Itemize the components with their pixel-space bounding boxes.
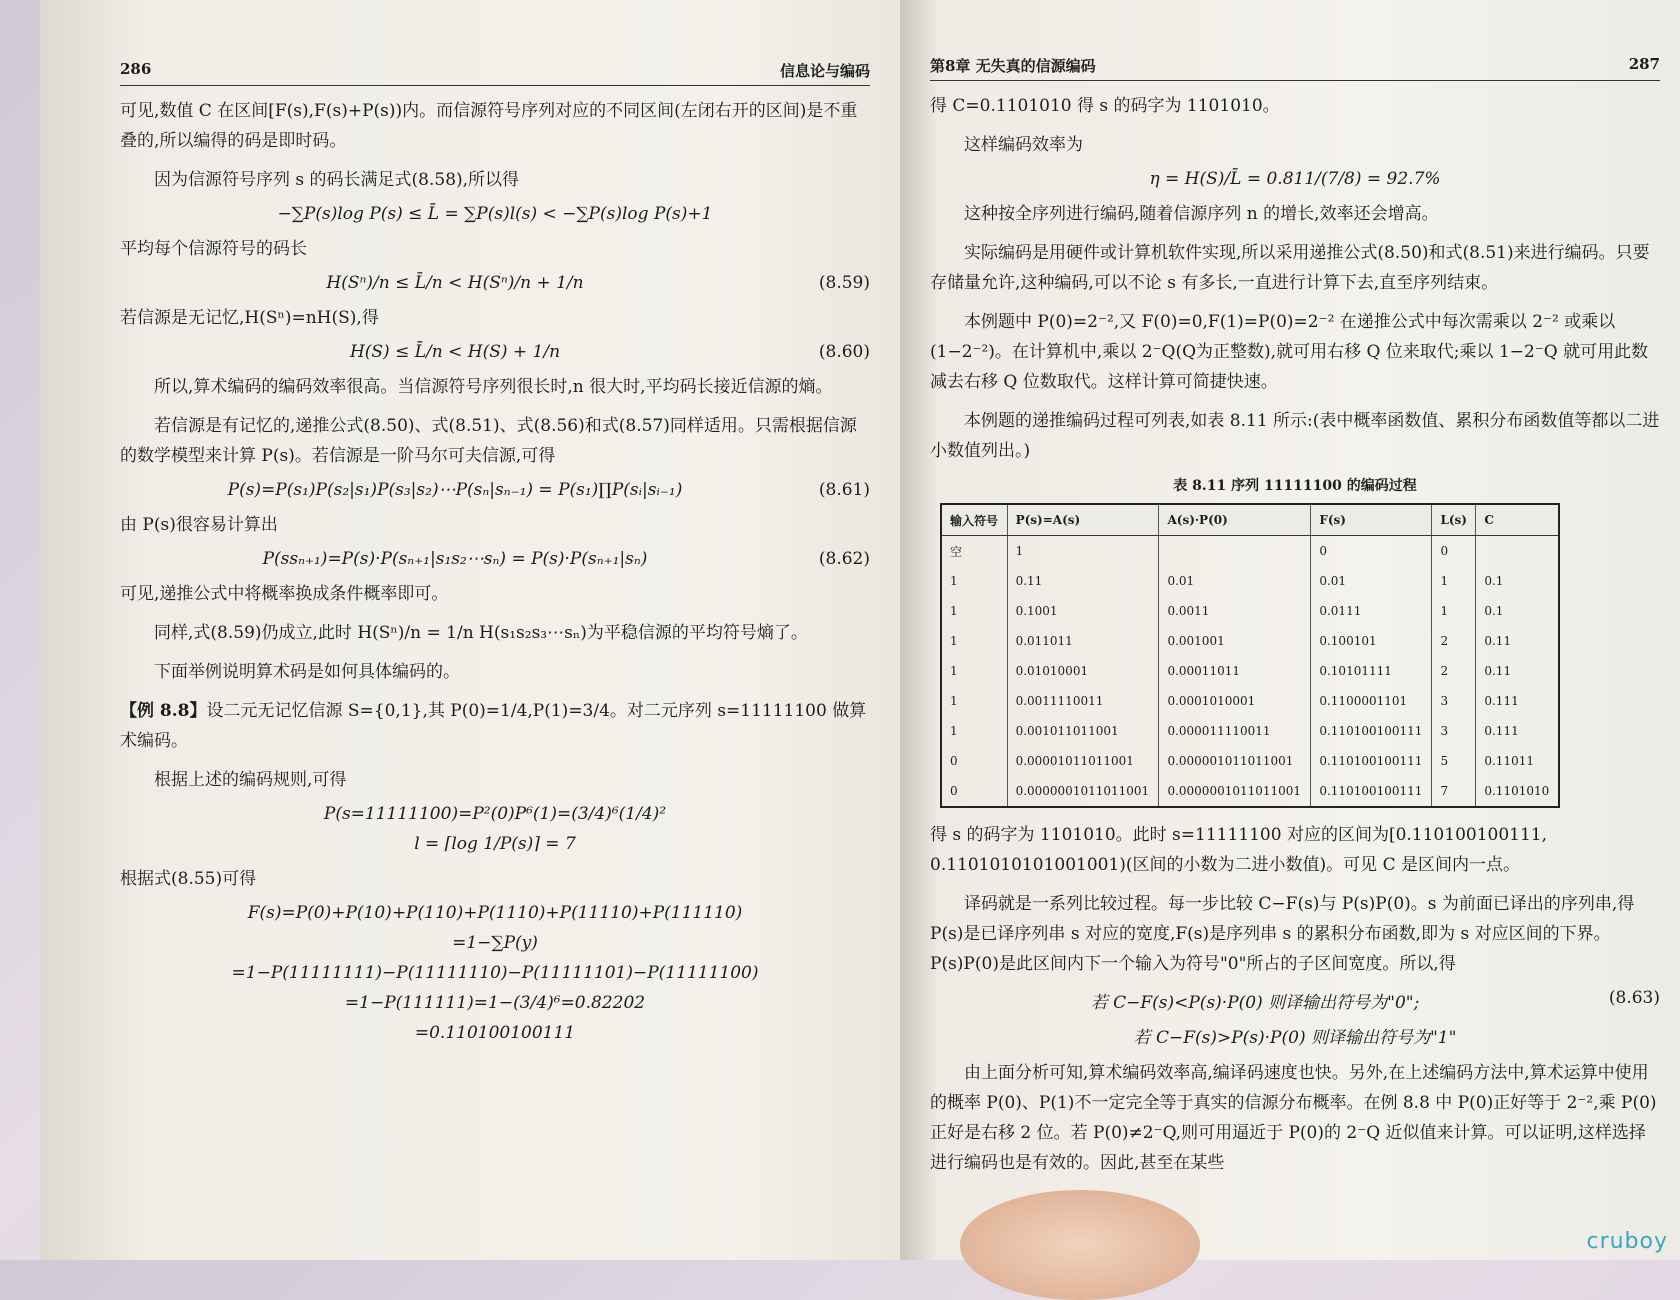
table-cell: 0.1001 [1007,596,1159,626]
table-cell: 1 [941,686,1007,716]
table-cell: 1 [1432,566,1476,596]
paragraph: 下面举例说明算术码是如何具体编码的。 [154,662,460,682]
left-page-header [120,60,870,86]
equation-number: (8.62) [818,549,870,569]
table-cell: 0.0000001011011001 [1007,776,1159,807]
equation-text: P(s)=P(s₁)P(s₂|s₁)P(s₃|s₂)⋯P(sₙ|sₙ₋₁) = P(s₁)∏P(sᵢ|sᵢ₋₁) [227,480,683,500]
paragraph: 若信源是有记忆的,递推公式(8.50)、式(8.51)、式(8.56)和式(8.57)同样适用。只需根据信源的数学模型来计算 P(s)。若信源是一阶马尔可夫信源,可得 [120,416,857,466]
example-paragraph [120,696,870,756]
table-cell: 0.11 [1476,626,1559,656]
watermark: cruboy [1586,1229,1668,1254]
table-cell: 1 [941,656,1007,686]
table-header: L(s) [1432,504,1476,536]
paragraph: 本例题的递推编码过程可列表,如表 8.11 所示:(表中概率函数值、累积分布函数值等都以二进小数值列出。) [930,411,1660,461]
paragraph: 得 C=0.1101010 得 s 的码字为 1101010。 [930,96,1280,116]
table-cell: 0.01 [1311,566,1432,596]
table-cell: 1 [1432,596,1476,626]
table-header: A(s)·P(0) [1159,504,1311,536]
equation-text: l = ⌈log 1/P(s)⌉ = 7 [414,834,576,854]
table-cell: 0.111 [1476,686,1559,716]
equation-text: =1−P(111111)=1−(3/4)⁶=0.82202 [344,993,646,1013]
paragraph: 由上面分析可知,算术编码效率高,编译码速度也快。另外,在上述编码方法中,算术运算中使用的概率 P(0)、P(1)不一定完全等于真实的信源分布概率。在例 8.8 中 P(0)正好等于 2⁻²,乘 P(0)正好是右移 2 位。若 P(0)≠2⁻Q,则可用逼近于 P(0)的 2⁻Q 近似值来计算。可以证明,这样选择进行编码也是有效的。因此,甚至在某些 [930,1063,1657,1173]
paragraph: 所以,算术编码的编码效率很高。当信源符号序列很长时,n 很大时,平均码长接近信源的熵。 [154,377,833,397]
table-row [941,656,1559,686]
paragraph: 根据上述的编码规则,可得 [154,770,347,790]
paragraph: 这种按全序列进行编码,随着信源序列 n 的增长,效率还会增高。 [964,204,1439,224]
table-header-row [941,504,1559,536]
example-label: 【例 8.8】 [120,701,207,721]
equation [930,988,1660,1013]
table-cell: 0.01010001 [1007,656,1159,686]
table-row [941,596,1559,626]
table-cell: 0.0011110011 [1007,686,1159,716]
chapter-head: 第8章 无失真的信源编码 [930,57,1096,75]
table-cell: 3 [1432,716,1476,746]
table-cell: 0.1 [1476,566,1559,596]
table-cell: 0.1101010 [1476,776,1559,807]
paragraph: 实际编码是用硬件或计算机软件实现,所以采用递推公式(8.50)和式(8.51)来进行编码。只要存储量允许,这种编码,可以不论 s 有多长,一直进行计算下去,直至序列结束。 [930,243,1650,293]
paragraph: 可见,递推公式中将概率换成条件概率即可。 [120,584,449,604]
equation [120,204,870,224]
table-cell: 1 [941,596,1007,626]
equation-text: =1−∑P(y) [452,933,538,953]
table-cell: 0 [941,746,1007,776]
table-cell [1476,536,1559,567]
right-page [900,0,1680,1260]
equation [120,480,870,500]
paragraph: 这样编码效率为 [964,135,1083,155]
paragraph: 因为信源符号序列 s 的码长满足式(8.58),所以得 [154,170,520,190]
equation-text: F(s)=P(0)+P(10)+P(110)+P(1110)+P(11110)+P(111110) [247,903,743,923]
table-cell: 0.11 [1007,566,1159,596]
table-cell: 0 [941,776,1007,807]
table-cell: 5 [1432,746,1476,776]
table-cell: 0.1 [1476,596,1559,626]
equation [120,342,870,362]
equation-text: η = H(S)/L̄ = 0.811/(7/8) = 92.7% [1149,169,1441,189]
table-cell: 0.111 [1476,716,1559,746]
table-row [941,536,1559,567]
paragraph: 同样,式(8.59)仍成立,此时 H(Sⁿ)/n = 1/n H(s₁s₂s₃⋯sₙ)为平稳信源的平均符号熵了。 [154,623,808,643]
equation-text: H(Sⁿ)/n ≤ L̄/n < H(Sⁿ)/n + 1/n [326,273,584,293]
table-cell: 0.001011011001 [1007,716,1159,746]
table-cell: 0.1100001101 [1311,686,1432,716]
table-header: C [1476,504,1559,536]
paragraph: 根据式(8.55)可得 [120,869,257,889]
table-cell: 1 [941,626,1007,656]
equation-text: 若 C−F(s)>P(s)·P(0) 则译输出符号为"1" [1133,1028,1457,1048]
table-header: 输入符号 [941,504,1007,536]
equation-number: (8.59) [818,273,870,293]
table-cell: 0.0001010001 [1159,686,1311,716]
table-cell: 1 [1007,536,1159,567]
table-cell: 0.110100100111 [1311,716,1432,746]
table-cell: 0.0000001011011001 [1159,776,1311,807]
equation [930,1023,1660,1048]
table-cell: 0.000001011011001 [1159,746,1311,776]
right-page-header [930,55,1660,81]
equation-text: H(S) ≤ L̄/n < H(S) + 1/n [349,342,561,362]
table-cell: 0.01 [1159,566,1311,596]
paragraph: 得 s 的码字为 1101010。此时 s=11111100 对应的区间为[0.110100100111, 0.1101010101001001)(区间的小数为二进小数值)。可见 C 是区间内一点。 [930,825,1547,875]
table-cell: 2 [1432,656,1476,686]
paragraph: 本例题中 P(0)=2⁻²,又 F(0)=0,F(1)=P(0)=2⁻² 在递推公式中每次需乘以 2⁻² 或乘以(1−2⁻²)。在计算机中,乘以 2⁻Q(Q为正整数),就可用右移 Q 位来取代;乘以 1−2⁻Q 就可用此数减去右移 Q 位数取代。这样计算可简捷快速。 [930,312,1649,392]
table-row [941,566,1559,596]
table-cell: 0.0011 [1159,596,1311,626]
equation-text: P(s=11111100)=P²(0)P⁶(1)=(3/4)⁶(1/4)² [323,804,667,824]
table-cell: 0.001001 [1159,626,1311,656]
table-cell: 0 [1432,536,1476,567]
table-cell: 0.00011011 [1159,656,1311,686]
table-cell: 3 [1432,686,1476,716]
example-text: 设二元无记忆信源 S={0,1},其 P(0)=1/4,P(1)=3/4。对二元序列 s=11111100 做算术编码。 [120,701,867,751]
right-page-number: 287 [1628,55,1660,73]
left-page [40,0,900,1260]
table-cell: 7 [1432,776,1476,807]
table-cell: 0.11 [1476,656,1559,686]
encoding-table [940,503,1560,808]
equation [120,549,870,569]
table-cell: 空 [941,536,1007,567]
table-row [941,626,1559,656]
table-cell [1159,536,1311,567]
equation-text: 若 C−F(s)<P(s)·P(0) 则译输出符号为"0"; [1090,993,1420,1013]
left-running-head: 信息论与编码 [779,62,870,80]
table-cell: 0.011011 [1007,626,1159,656]
table-cell: 0.11011 [1476,746,1559,776]
equation-text: =1−P(11111111)−P(11111110)−P(11111101)−P(11111100) [231,963,759,983]
table-row [941,686,1559,716]
equation [120,1023,870,1043]
table-cell: 0 [1311,536,1432,567]
table-row [941,746,1559,776]
table-cell: 1 [941,716,1007,746]
equation-number: (8.61) [818,480,870,500]
table-row [941,776,1559,807]
equation [120,933,870,953]
paragraph: 若信源是无记忆,H(Sⁿ)=nH(S),得 [120,308,379,328]
table-cell: 0.10101111 [1311,656,1432,686]
table-cell: 0.100101 [1311,626,1432,656]
left-page-number: 286 [120,60,152,78]
paragraph: 平均每个信源符号的码长 [120,239,307,259]
table-cell: 0.110100100111 [1311,746,1432,776]
table-cell: 0.00001011011001 [1007,746,1159,776]
equation [120,273,870,293]
table-caption: 表 8.11 序列 11111100 的编码过程 [1173,478,1417,494]
equation [930,169,1660,189]
paragraph: 译码就是一系列比较过程。每一步比较 C−F(s)与 P(s)P(0)。s 为前面已译出的序列串,得 P(s)是已译序列串 s 对应的宽度,F(s)是序列串 s 的累积分布函数,即为 s 对应区间的下界。P(s)P(0)是此区间内下一个输入为符号"0"所占的子区间宽度。所以,得 [930,894,1635,974]
equation-text: =0.110100100111 [414,1023,576,1043]
equation [120,963,870,983]
table-cell: 0.000011110011 [1159,716,1311,746]
table-cell: 2 [1432,626,1476,656]
paragraph: 可见,数值 C 在区间[F(s),F(s)+P(s))内。而信源符号序列对应的不同区间(左闭右开的区间)是不重叠的,所以编得的码是即时码。 [120,101,858,151]
thumb [960,1190,1200,1300]
table-cell: 0.110100100111 [1311,776,1432,807]
table-cell: 1 [941,566,1007,596]
table-row [941,716,1559,746]
equation [120,804,870,824]
equation [120,834,870,854]
equation-number: (8.60) [818,342,870,362]
table-cell: 0.0111 [1311,596,1432,626]
equation [120,993,870,1013]
table-header: P(s)=A(s) [1007,504,1159,536]
table-header: F(s) [1311,504,1432,536]
equation-text: P(ssₙ₊₁)=P(s)·P(sₙ₊₁|s₁s₂⋯sₙ) = P(s)·P(sₙ₊₁|sₙ) [262,549,648,569]
equation-text: −∑P(s)log P(s) ≤ L̄ = ∑P(s)l(s) < −∑P(s)log P(s)+1 [277,204,713,224]
paragraph: 由 P(s)很容易计算出 [120,515,278,535]
equation-number: (8.63) [1608,988,1660,1008]
equation [120,903,870,923]
